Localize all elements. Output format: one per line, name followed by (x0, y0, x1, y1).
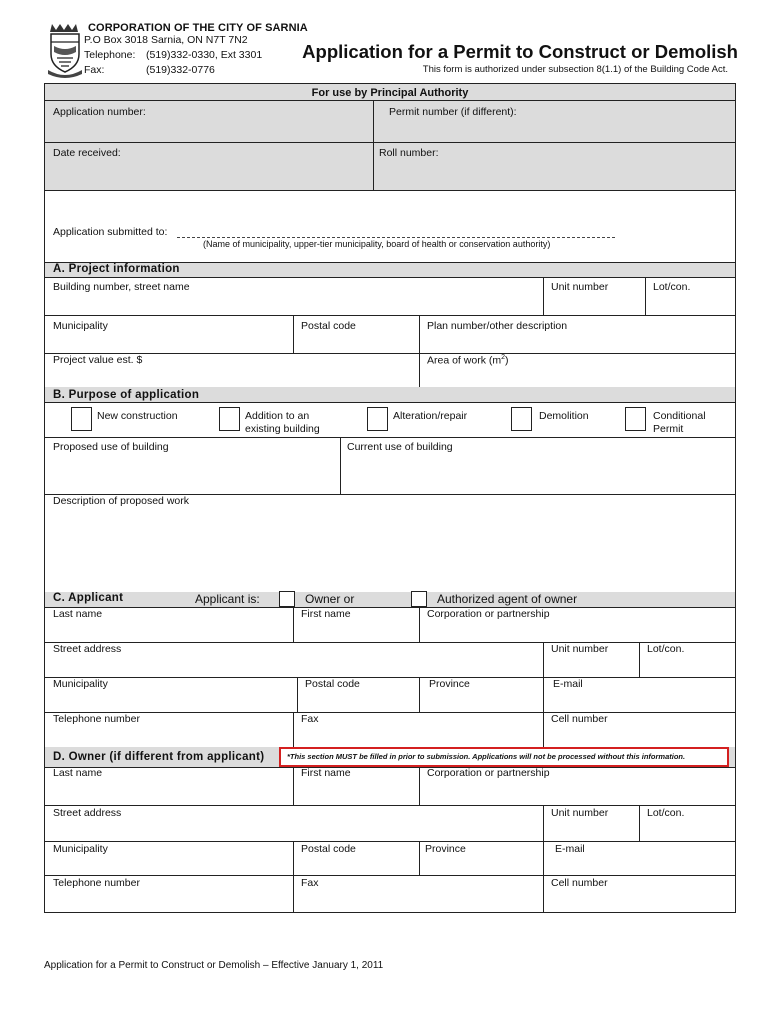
building-street-field[interactable]: Building number, street name (53, 281, 190, 293)
municipality-field-d[interactable]: Municipality (53, 843, 108, 855)
org-name: CORPORATION OF THE CITY OF SARNIA (88, 22, 308, 34)
plan-number-field[interactable]: Plan number/other description (427, 320, 568, 332)
form-header (48, 20, 738, 82)
current-use-field[interactable]: Current use of building (347, 441, 453, 453)
unit-number-field-a[interactable]: Unit number (551, 281, 609, 293)
section-b-title: B. Purpose of application (53, 389, 200, 401)
fax-field-c[interactable]: Fax (301, 713, 319, 725)
section-c-header (45, 592, 735, 607)
first-name-field-c[interactable]: First name (301, 608, 351, 620)
submitted-to-label: Application submitted to: (53, 226, 168, 238)
fax-field-d[interactable]: Fax (301, 877, 319, 889)
proposed-use-field[interactable]: Proposed use of building (53, 441, 169, 453)
last-name-field-c[interactable]: Last name (53, 608, 103, 620)
section-d-required-notice: *This section MUST be filled in prior to submission. Applications will not be processed without this information. (279, 747, 729, 767)
roll-number-field[interactable]: Roll number: (379, 147, 439, 159)
demolition-label: Demolition (539, 410, 589, 422)
submitted-to-input[interactable] (177, 237, 615, 238)
org-address: P.O Box 3018 Sarnia, ON N7T 7N2 (84, 34, 248, 46)
cell-field-c[interactable]: Cell number (551, 713, 608, 725)
applicant-is-label: Applicant is: (195, 592, 260, 606)
fax-label: Fax: (84, 64, 105, 76)
permit-form (44, 83, 736, 913)
street-address-field-c[interactable]: Street address (53, 643, 122, 655)
telephone-label: Telephone: (84, 49, 136, 61)
lot-con-field-c[interactable]: Lot/con. (647, 643, 685, 655)
conditional-permit-checkbox[interactable] (625, 407, 646, 431)
email-field-d[interactable]: E-mail (555, 843, 585, 855)
date-received-field[interactable]: Date received: (53, 147, 121, 159)
lot-con-field-d[interactable]: Lot/con. (647, 807, 685, 819)
new-construction-checkbox[interactable] (71, 407, 92, 431)
page-footer: Application for a Permit to Construct or Demolish – Effective January 1, 2011 (44, 960, 384, 971)
postal-code-field-a[interactable]: Postal code (301, 320, 356, 332)
addition-label: Addition to an existing building (245, 410, 320, 435)
description-of-work-field[interactable]: Description of proposed work (53, 495, 189, 507)
addition-checkbox[interactable] (219, 407, 240, 431)
alteration-label: Alteration/repair (393, 410, 468, 422)
conditional-permit-label: Conditional Permit (653, 410, 706, 435)
corporation-field-d[interactable]: Corporation or partnership (427, 767, 550, 779)
municipality-field-c[interactable]: Municipality (53, 678, 108, 690)
form-title: Application for a Permit to Construct or Demolish (302, 41, 738, 62)
telephone-value: (519)332-0330, Ext 3301 (146, 49, 263, 61)
alteration-checkbox[interactable] (367, 407, 388, 431)
new-construction-label: New construction (97, 410, 178, 422)
owner-checkbox[interactable] (279, 591, 295, 607)
last-name-field-d[interactable]: Last name (53, 767, 103, 779)
agent-label: Authorized agent of owner (437, 592, 578, 606)
fax-value: (519)332-0776 (146, 64, 215, 76)
email-field-c[interactable]: E-mail (553, 678, 583, 690)
unit-number-field-d[interactable]: Unit number (551, 807, 609, 819)
unit-number-field-c[interactable]: Unit number (551, 643, 609, 655)
area-of-work-field[interactable]: Area of work $(m^2)$ (427, 354, 509, 367)
org-fax (84, 64, 215, 76)
org-telephone (84, 49, 262, 61)
section-a-title: A. Project information (53, 263, 180, 275)
telephone-field-c[interactable]: Telephone number (53, 713, 140, 725)
project-value-field[interactable]: Project value est. $ (53, 354, 143, 366)
first-name-field-d[interactable]: First name (301, 767, 351, 779)
demolition-checkbox[interactable] (511, 407, 532, 431)
municipality-field-a[interactable]: Municipality (53, 320, 108, 332)
cell-field-d[interactable]: Cell number (551, 877, 608, 889)
section-d-title: D. Owner (if different from applicant) (53, 751, 265, 763)
submitted-to-note: (Name of municipality, upper-tier municipality, board of health or conservation authority) (203, 239, 551, 249)
corporation-field-c[interactable]: Corporation or partnership (427, 608, 550, 620)
postal-code-field-c[interactable]: Postal code (305, 678, 360, 690)
city-crest-icon (48, 22, 82, 78)
telephone-field-d[interactable]: Telephone number (53, 877, 140, 889)
owner-label: Owner or (305, 592, 355, 606)
permit-number-field[interactable]: Permit number (if different): (389, 106, 517, 118)
form-authority-note: This form is authorized under subsection 8(1.1) of the Building Code Act. (422, 64, 728, 75)
postal-code-field-d[interactable]: Postal code (301, 843, 356, 855)
province-field-d[interactable]: Province (425, 843, 466, 855)
section-c-title: C. Applicant (53, 592, 124, 604)
authority-title: For use by Principal Authority (311, 87, 469, 99)
lot-con-field-a[interactable]: Lot/con. (653, 281, 691, 293)
province-field-c[interactable]: Province (429, 678, 470, 690)
agent-checkbox[interactable] (411, 591, 427, 607)
application-number-field[interactable]: Application number: (53, 106, 146, 118)
street-address-field-d[interactable]: Street address (53, 807, 122, 819)
